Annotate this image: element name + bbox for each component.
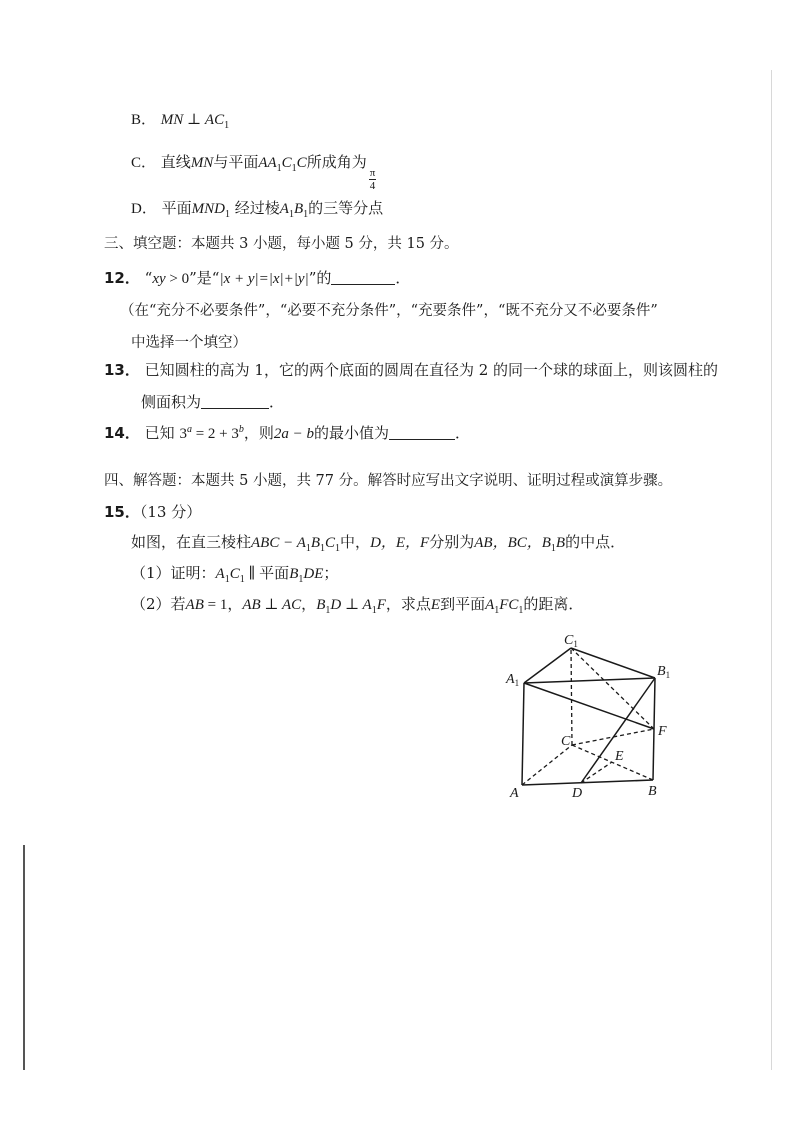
label-d: D (572, 786, 583, 801)
label-a1: $A_1$ (506, 672, 520, 688)
label-b1: $B_1$ (657, 664, 671, 680)
fraction: $\frac{\pi}{4}$ (369, 167, 376, 192)
label-f: F (658, 724, 667, 739)
section-heading: 三、填空题：本题共 3 小题，每小题 5 分，共 15 分。 (104, 236, 459, 252)
question-15: 15．（13 分） (104, 503, 202, 521)
label-b: B (648, 784, 657, 799)
label-c: C (561, 734, 571, 749)
option-c: C． 直线MN与平面$AA_1C_1C$所成角为 $\frac{\pi}{4}$ (131, 153, 376, 192)
answer-blank[interactable] (331, 270, 395, 285)
edge-a1-b1 (524, 678, 655, 683)
scan-edge (771, 70, 772, 1070)
scan-edge (23, 845, 25, 1070)
segment-d-e (581, 762, 612, 783)
label-a: A (510, 786, 519, 801)
label-c1: $C_1$ (564, 633, 578, 649)
question-15-part-1: （1）证明：$A_1C_1$ ∥ 平面$B_1DE$； (131, 564, 339, 585)
question-13: 13． 已知圆柱的高为 1，它的两个底面的圆周在直径为 2 的同一个球的球面上，则该圆柱的 (104, 361, 719, 379)
question-12: 12． “xy > 0”是“|x + y|=|x|+|y|”的 ． (104, 269, 411, 287)
edge-c-c1 (571, 648, 572, 745)
prism-figure (500, 625, 700, 805)
question-14: 14． 已知 $3^a = 2 + 3^b$，则2a − b的最小值为 ． (104, 424, 471, 442)
edge-c1-b1 (571, 648, 655, 678)
question-15-stem: 如图，在直三棱柱ABC − $A_1B_1C_1$中，D，E，F分别为AB，BC，$B_1B$的中点． (131, 533, 626, 554)
option-b: B． MN ⊥ $AC_1$ (131, 112, 230, 131)
section-heading: 四、解答题：本题共 5 小题，共 77 分。解答时应写出文字说明、证明过程或演算步骤。 (104, 473, 673, 489)
label-e: E (615, 749, 624, 764)
question-13: 侧面积为 ． (141, 393, 285, 411)
segment-c1-f (571, 648, 654, 729)
edge-c-b (572, 745, 653, 780)
question-12-note: 中选择一个填空） (131, 335, 247, 351)
question-12-note: （在“充分不必要条件”，“必要不充分条件”，“充要条件”，“既不充分又不必要条件” (120, 303, 658, 319)
edge-a-a1 (522, 683, 524, 785)
edge-a-b (522, 780, 653, 785)
edge-a1-c1 (524, 648, 571, 683)
answer-blank[interactable] (389, 425, 455, 440)
option-d: D． 平面$MND_1$ 经过棱$A_1B_1$的三等分点 (131, 199, 384, 220)
question-15-part-2: （2）若AB = 1，AB ⊥ AC，$B_1D$ ⊥ $A_1F$，求点E到平面$A_1FC_1$的距离． (131, 595, 584, 616)
edge-a-c (522, 745, 572, 785)
answer-blank[interactable] (201, 394, 269, 409)
